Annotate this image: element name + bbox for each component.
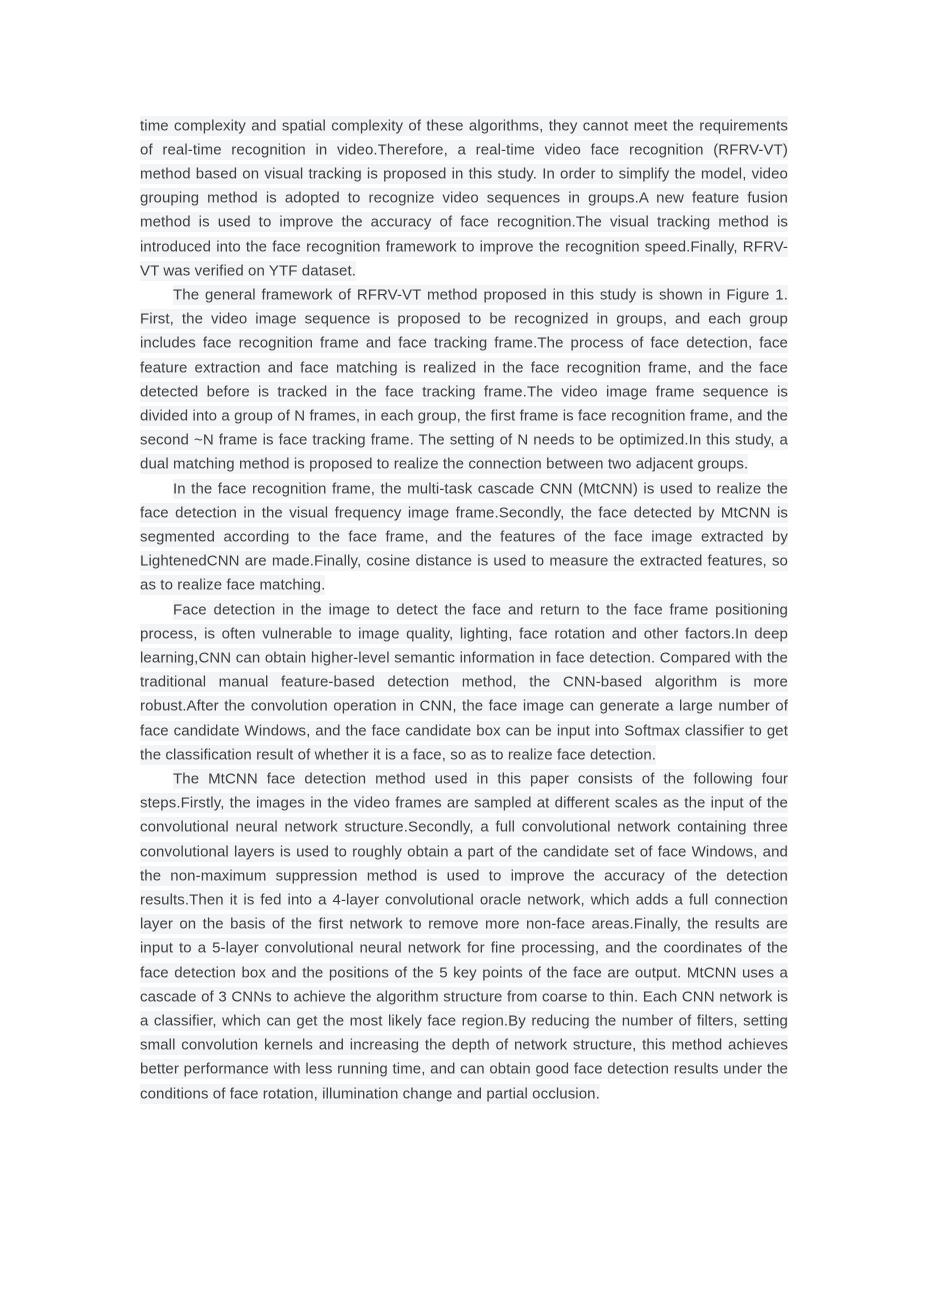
- paragraph-text: The MtCNN face detection method used in this paper consists of the following four steps.Firstly, the images in the video frames are sampled at different scales as the input of the convolutional neural network structure.Secondly, a full convolutional network containing three convolutional layers is used to roughly obtain a part of the candidate set of face Windows, and the non-maximum suppression method is used to improve the accuracy of the detection results.Then it is fed into a 4-layer convolutional oracle network, which adds a full connection layer on the basis of the first network to remove more non-face areas.Finally, the results are input to a 5-layer convolutional neural network for fine processing, and the coordinates of the face detection box and the positions of the 5 key points of the face are output. MtCNN uses a cascade of 3 CNNs to achieve the algorithm structure from coarse to thin. Each CNN network is a classifier, which can get the most likely face region.By reducing the number of filters, setting small convolution kernels and increasing the depth of network structure, this method achieves better performance with less running time, and can obtain good face detection results under the conditions of face rotation, illumination change and partial occlusion.: [140, 770, 788, 1103]
- document-page: [140, 114, 788, 1106]
- paragraph-text: Face detection in the image to detect the face and return to the face frame positioning process, is often vulnerable to image quality, lighting, face rotation and other factors.In deep learning,CNN can obtain higher-level semantic information in face detection. Compared with the traditional manual feature-based detection method, the CNN-based algorithm is more robust.After the convolution operation in CNN, the face image can generate a large number of face candidate Windows, and the face candidate box can be input into Softmax classifier to get the classification result of whether it is a face, so as to realize face detection.: [140, 601, 788, 764]
- paragraph: [140, 114, 788, 283]
- paragraph-text: time complexity and spatial complexity of these algorithms, they cannot meet the requirements of real-time recognition in video.Therefore, a real-time video face recognition (RFRV-VT) method based on visual tracking is proposed in this study. In order to simplify the model, video grouping method is adopted to recognize video sequences in groups.A new feature fusion method is used to improve the accuracy of face recognition.The visual tracking method is introduced into the face recognition framework to improve the recognition speed.Finally, RFRV-VT was verified on YTF dataset.: [140, 117, 788, 280]
- paragraph: [140, 767, 788, 1106]
- paragraph-text: The general framework of RFRV-VT method proposed in this study is shown in Figure 1. First, the video image sequence is proposed to be recognized in groups, and each group includes face recognition frame and face tracking frame.The process of face detection, face feature extraction and face matching is realized in the face recognition frame, and the face detected before is tracked in the face tracking frame.The video image frame sequence is divided into a group of N frames, in each group, the first frame is face recognition frame, and the second ~N frame is face tracking frame. The setting of N needs to be optimized.In this study, a dual matching method is proposed to realize the connection between two adjacent groups.: [140, 286, 788, 473]
- paragraph-text: In the face recognition frame, the multi-task cascade CNN (MtCNN) is used to realize the face detection in the visual frequency image frame.Secondly, the face detected by MtCNN is segmented according to the face frame, and the features of the face image extracted by LightenedCNN are made.Finally, cosine distance is used to measure the extracted features, so as to realize face matching.: [140, 480, 788, 594]
- paragraph: [140, 283, 788, 477]
- paragraph: [140, 477, 788, 598]
- paragraph: [140, 598, 788, 767]
